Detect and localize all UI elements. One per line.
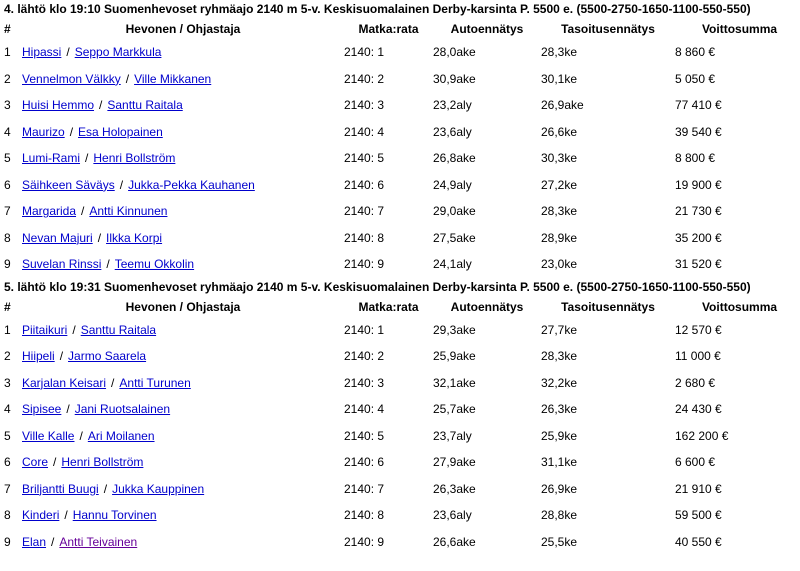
table-row [0,198,800,225]
separator-slash: / [59,349,64,364]
header-handicap-record: Tasoitusennätys [561,22,655,36]
handicap-record-cell: 26,9ke [541,481,578,496]
horse-driver-cell [22,39,344,66]
distance-track-cell: 2140: 9 [344,534,385,549]
separator-slash: / [119,177,124,192]
handicap-record-cell: 26,6ke [541,124,578,139]
auto-record-cell: 23,7aly [433,428,472,443]
table-row [0,317,800,344]
table-row [0,251,800,278]
winnings-cell: 11 000 € [675,349,721,364]
winnings-cell: 162 200 € [675,428,729,443]
horse-link[interactable]: Elan [22,534,47,549]
handicap-record-cell: 28,9ke [541,230,578,245]
auto-record-cell: 32,1ake [433,375,476,390]
auto-record-cell: 28,0ake [433,45,476,60]
start-number: 2 [4,349,11,364]
winnings-cell: 5 050 € [675,71,716,86]
table-row [0,172,800,199]
handicap-record-cell: 32,2ke [541,375,578,390]
driver-link[interactable]: Ville Mikkanen [134,71,212,86]
driver-link[interactable]: Ilkka Korpi [106,230,163,245]
separator-slash: / [69,124,74,139]
auto-record-cell: 23,6aly [433,508,472,523]
horse-driver-cell [22,476,344,503]
separator-slash: / [66,402,70,417]
handicap-record-cell: 25,9ke [541,428,578,443]
race-title: 5. lähtö klo 19:31 Suomenhevoset ryhmäajo 2140 m 5-v. Keskisuomalainen Derby-karsinta P. 5500 e. (5500-2750-1650-1100-550-550) [4,279,751,294]
horse-driver-cell [22,172,344,199]
header-winnings: Voittosumma [701,22,778,36]
winnings-cell: 21 910 € [675,481,722,496]
driver-link[interactable]: Antti Turunen [119,375,191,390]
separator-slash: / [79,428,83,443]
horse-link[interactable]: Piitaikuri [22,322,68,337]
driver-link[interactable]: Jukka-Pekka Kauhanen [128,177,255,192]
distance-track-cell: 2140: 2 [344,349,385,364]
header-winnings: Voittosumma [701,299,778,314]
horse-link[interactable]: Margarida [22,204,77,219]
winnings-cell: 19 900 € [675,177,722,192]
auto-record-cell: 27,5ake [433,230,476,245]
header-row [0,19,800,39]
start-number: 1 [4,45,11,60]
table-row [0,343,800,370]
start-number: 6 [4,455,11,470]
horse-link[interactable]: Briljantti Buugi [22,481,99,496]
driver-link[interactable]: Henri Bollström [93,151,176,166]
horse-link[interactable]: Karjalan Keisari [22,375,107,390]
start-number: 7 [4,481,11,496]
header-distance-track: Matka:rata [358,299,419,314]
start-number: 5 [4,151,11,166]
horse-driver-cell [22,449,344,476]
distance-track-cell: 2140: 3 [344,375,385,390]
horse-driver-cell [22,343,344,370]
driver-link[interactable]: Hannu Torvinen [72,508,157,523]
driver-link[interactable]: Ari Moilanen [87,428,155,443]
handicap-record-cell: 23,0ke [541,257,578,272]
header-auto-record: Autoennätys [450,299,524,314]
auto-record-cell: 29,0ake [433,204,476,219]
race-section [0,278,800,556]
horse-driver-cell [22,396,344,423]
handicap-record-cell: 28,3ke [541,45,578,60]
horse-driver-cell [22,119,344,146]
driver-link[interactable]: Santtu Raitala [107,98,183,113]
driver-link[interactable]: Santtu Raitala [80,322,157,337]
winnings-cell: 77 410 € [675,98,722,113]
distance-track-cell: 2140: 4 [344,402,385,417]
start-number: 3 [4,375,11,390]
header-number: # [4,22,11,36]
winnings-cell: 21 730 € [675,204,722,219]
auto-record-cell: 26,6ake [433,534,476,549]
auto-record-cell: 25,7ake [433,402,476,417]
header-handicap-record: Tasoitusennätys [561,299,655,314]
start-number: 2 [4,71,11,86]
handicap-record-cell: 25,5ke [541,534,578,549]
start-number: 8 [4,508,11,523]
start-number: 1 [4,322,11,337]
horse-link[interactable]: Kinderi [22,508,60,523]
separator-slash: / [53,455,57,470]
driver-link[interactable]: Esa Holopainen [78,124,163,139]
winnings-cell: 2 680 € [675,375,716,390]
distance-track-cell: 2140: 2 [344,71,385,86]
horse-driver-cell [22,198,344,225]
horse-driver-cell [22,251,344,278]
horse-link[interactable]: Huisi Hemmo [22,98,95,113]
driver-link[interactable]: Jukka Kauppinen [112,481,205,496]
winnings-cell: 39 540 € [675,124,722,139]
separator-slash: / [111,375,115,390]
table-row [0,502,800,529]
start-number: 5 [4,428,11,443]
separator-slash: / [81,204,85,219]
start-number: 3 [4,98,11,113]
horse-driver-cell [22,502,344,529]
distance-track-cell: 2140: 1 [344,322,385,337]
separator-slash: / [99,98,103,113]
handicap-record-cell: 30,3ke [541,151,578,166]
driver-link[interactable]: Antti Teivainen [59,534,138,549]
table-row [0,39,800,66]
handicap-record-cell: 28,3ke [541,204,578,219]
driver-link[interactable]: Antti Kinnunen [89,204,168,219]
start-number: 6 [4,177,11,192]
driver-link[interactable]: Henri Bollström [61,455,144,470]
table-row [0,225,800,252]
winnings-cell: 59 500 € [675,508,722,523]
handicap-record-cell: 26,3ke [541,402,578,417]
table-row [0,423,800,450]
table-row [0,529,800,556]
header-horse-driver: Hevonen / Ohjastaja [125,299,241,314]
start-number: 9 [4,257,11,272]
auto-record-cell: 29,3ake [433,322,476,337]
horse-driver-cell [22,529,344,556]
start-number: 4 [4,402,11,417]
start-number: 7 [4,204,11,219]
horse-link[interactable]: Sipisee [22,402,62,417]
driver-link[interactable]: Jani Ruotsalainen [74,402,171,417]
horse-link[interactable]: Hipassi [22,45,62,60]
auto-record-cell: 24,1aly [433,257,472,272]
distance-track-cell: 2140: 7 [344,481,385,496]
race-title: 4. lähtö klo 19:10 Suomenhevoset ryhmäajo 2140 m 5-v. Keskisuomalainen Derby-karsinta P. 5500 e. (5500-2750-1650-1100-550-550) [4,2,751,16]
driver-link[interactable]: Jarmo Saarela [68,349,147,364]
horse-link[interactable]: Lumi-Rami [22,151,81,166]
auto-record-cell: 26,3ake [433,481,476,496]
separator-slash: / [125,71,130,86]
separator-slash: / [103,481,108,496]
start-number: 8 [4,230,11,245]
table-row [0,145,800,172]
separator-slash: / [97,230,102,245]
horse-link[interactable]: Säihkeen Säväys [22,177,115,192]
table-row [0,66,800,93]
winnings-cell: 35 200 € [675,230,722,245]
distance-track-cell: 2140: 5 [344,151,385,166]
handicap-record-cell: 31,1ke [541,455,578,470]
distance-track-cell: 2140: 1 [344,45,385,60]
horse-link[interactable]: Ville Kalle [22,428,75,443]
horse-link[interactable]: Maurizo [22,124,65,139]
separator-slash: / [72,322,76,337]
table-row [0,449,800,476]
table-row [0,92,800,119]
table-row [0,476,800,503]
distance-track-cell: 2140: 6 [344,177,385,192]
auto-record-cell: 23,6aly [433,124,472,139]
separator-slash: / [51,534,55,549]
header-row [0,297,800,317]
handicap-record-cell: 27,2ke [541,177,578,192]
distance-track-cell: 2140: 6 [344,455,385,470]
winnings-cell: 8 800 € [675,151,716,166]
horse-link[interactable]: Core [22,455,49,470]
auto-record-cell: 30,9ake [433,71,476,86]
header-horse-driver: Hevonen / Ohjastaja [125,22,241,36]
horse-driver-cell [22,66,344,93]
distance-track-cell: 2140: 7 [344,204,385,219]
winnings-cell: 40 550 € [675,534,722,549]
distance-track-cell: 2140: 8 [344,230,385,245]
auto-record-cell: 26,8ake [433,151,476,166]
horse-link[interactable]: Suvelan Rinssi [22,257,102,272]
driver-link[interactable]: Seppo Markkula [74,45,162,60]
auto-record-cell: 23,2aly [433,98,472,113]
distance-track-cell: 2140: 9 [344,257,385,272]
driver-link[interactable]: Teemu Okkolin [114,257,195,272]
winnings-cell: 8 860 € [675,45,716,60]
distance-track-cell: 2140: 4 [344,124,385,139]
table-row [0,370,800,397]
header-auto-record: Autoennätys [450,22,524,36]
distance-track-cell: 2140: 3 [344,98,385,113]
horse-driver-cell [22,225,344,252]
auto-record-cell: 27,9ake [433,455,476,470]
separator-slash: / [66,45,70,60]
table-row [0,396,800,423]
handicap-record-cell: 28,3ke [541,349,578,364]
results-table [0,297,800,556]
winnings-cell: 12 570 € [675,322,722,337]
horse-link[interactable]: Hiipeli [22,349,55,364]
handicap-record-cell: 30,1ke [541,71,578,86]
handicap-record-cell: 28,8ke [541,508,578,523]
winnings-cell: 6 600 € [675,455,716,470]
horse-driver-cell [22,92,344,119]
separator-slash: / [64,508,68,523]
handicap-record-cell: 26,9ake [541,98,584,113]
auto-record-cell: 24,9aly [433,177,472,192]
start-number: 9 [4,534,11,549]
horse-driver-cell [22,423,344,450]
results-table [0,19,800,278]
table-row [0,119,800,146]
header-number: # [4,299,11,314]
horse-link[interactable]: Vennelmon Välkky [22,71,121,86]
handicap-record-cell: 27,7ke [541,322,578,337]
separator-slash: / [85,151,89,166]
horse-driver-cell [22,370,344,397]
race-section [0,0,800,278]
horse-driver-cell [22,145,344,172]
winnings-cell: 24 430 € [675,402,722,417]
horse-link[interactable]: Nevan Majuri [22,230,93,245]
auto-record-cell: 25,9ake [433,349,476,364]
separator-slash: / [106,257,110,272]
start-number: 4 [4,124,11,139]
horse-driver-cell [22,317,344,344]
header-distance-track: Matka:rata [358,22,419,36]
distance-track-cell: 2140: 8 [344,508,385,523]
winnings-cell: 31 520 € [675,257,722,272]
distance-track-cell: 2140: 5 [344,428,385,443]
